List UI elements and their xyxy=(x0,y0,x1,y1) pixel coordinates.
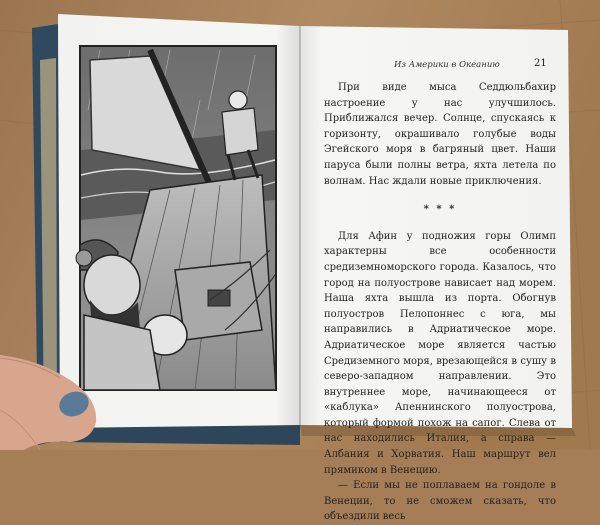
paragraph-2: Для Афин у подножия горы Олимп характерны все особенности средиземноморского города. Казалось, что город на полуострове нависает над морем. Наша яхта вышла из порта. Обогнув полуостров Пелопоннес с юга, мы направились в Адриатическое море. Адриатическое море является частью Средиземного моря, врезающейся в сушу в северо-западном направлении. Это внутреннее море, начинающееся от «каблука» Апеннинского полуострова, который формой похож на сапог. Слева от нас находились Италия, а справа — Албания и Хорватия. Наш маршрут вел прямиком в Венецию. xyxy=(324,230,556,476)
page-body-text xyxy=(324,80,556,525)
running-header: Из Америки в Океанию xyxy=(394,60,500,70)
section-separator: * * * xyxy=(423,204,457,216)
storm-illustration xyxy=(76,46,276,390)
page-number: 21 xyxy=(534,58,547,69)
paragraph-3: — Если мы не поплаваем на гондоле в Венеции, то не сможем сказать, что объездили весь xyxy=(324,480,556,523)
paragraph-1: При виде мыса Седдюльбахир настроение у нас улучшилось. Приближался вечер. Солнце, спускаясь к горизонту, окрашивало голубые воды Эгейского моря в багряный цвет. Наши паруса были полны ветра, яхта летела по волнам. Нас ждали новые приключения. xyxy=(324,82,556,187)
